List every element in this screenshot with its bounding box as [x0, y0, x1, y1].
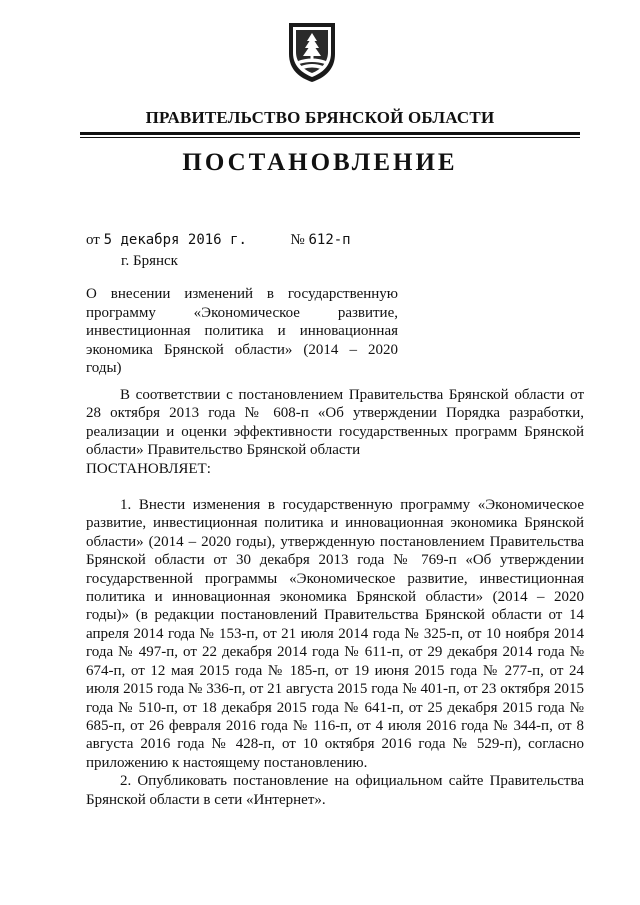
- document-number: 612-п: [308, 232, 351, 248]
- document-body: [86, 386, 584, 809]
- item-1-paragraph: 1. Внести изменения в государственную программу «Экономическое развитие, инвестиционная политика и инновационная экономика Брянской области» (2014 – 2020 годы), утвержденную постановлением Правительства Брянской области от 30 декабря 2013 года № 769-п «Об утверждении государственной программы «Экономическое развитие, инвестиционная политика и инновационная экономика Брянской области» (2014 – 2020 годы)» (в редакции постановлений Правительства Брянской области от 14 апреля 2014 года № 153-п, от 21 июля 2014 года № 325-п, от 10 ноября 2014 года № 497-п, от 22 декабря 2014 года № 611-п, от 29 декабря 2014 года № 674-п, от 12 мая 2015 года № 185-п, от 19 июня 2015 года № 277-п, от 24 июля 2015 года № 336-п, от 21 августа 2015 года № 401-п, от 23 октября 2015 года № 510-п, от 18 декабря 2015 года № 641-п, от 25 декабря 2015 года № 685-п, от 26 февраля 2016 года № 116-п, от 4 июля 2016 года № 344-п, от 8 августа 2016 года № 428-п, от 10 октября 2016 года № 529-п), согласно приложению к настоящему постановлению.: [86, 497, 584, 771]
- item-2-paragraph: 2. Опубликовать постановление на официальном сайте Правительства Брянской области в сети «Интернет».: [86, 773, 584, 808]
- document-subject: О внесении изменений в государственную программу «Экономическое развитие, инвестиционная политика и инновационная экономика Брянской области» (2014 – 2020 годы): [86, 286, 398, 376]
- number-prefix: №: [290, 232, 305, 248]
- date-prefix: от: [86, 232, 100, 248]
- document-type: ПОСТАНОВЛЕНИЕ: [182, 149, 458, 176]
- date-value: 5 декабря 2016 г.: [103, 232, 247, 248]
- preamble-paragraph: В соответствии с постановлением Правительства Брянской области от 28 октября 2013 года № 608-п «Об утверждении Порядка разработки, реализации и оценки эффективности государственных программ Брянской области» Правительство Брянской области: [86, 387, 584, 459]
- coat-of-arms-icon: [286, 20, 338, 84]
- city: г. Брянск: [121, 253, 178, 269]
- government-title: ПРАВИТЕЛЬСТВО БРЯНСКОЙ ОБЛАСТИ: [145, 108, 495, 127]
- resolves-heading: ПОСТАНОВЛЯЕТ:: [86, 460, 211, 477]
- header-rule-thick: [80, 132, 580, 135]
- date-number-line: [86, 232, 351, 249]
- header-rule-thin: [80, 137, 580, 138]
